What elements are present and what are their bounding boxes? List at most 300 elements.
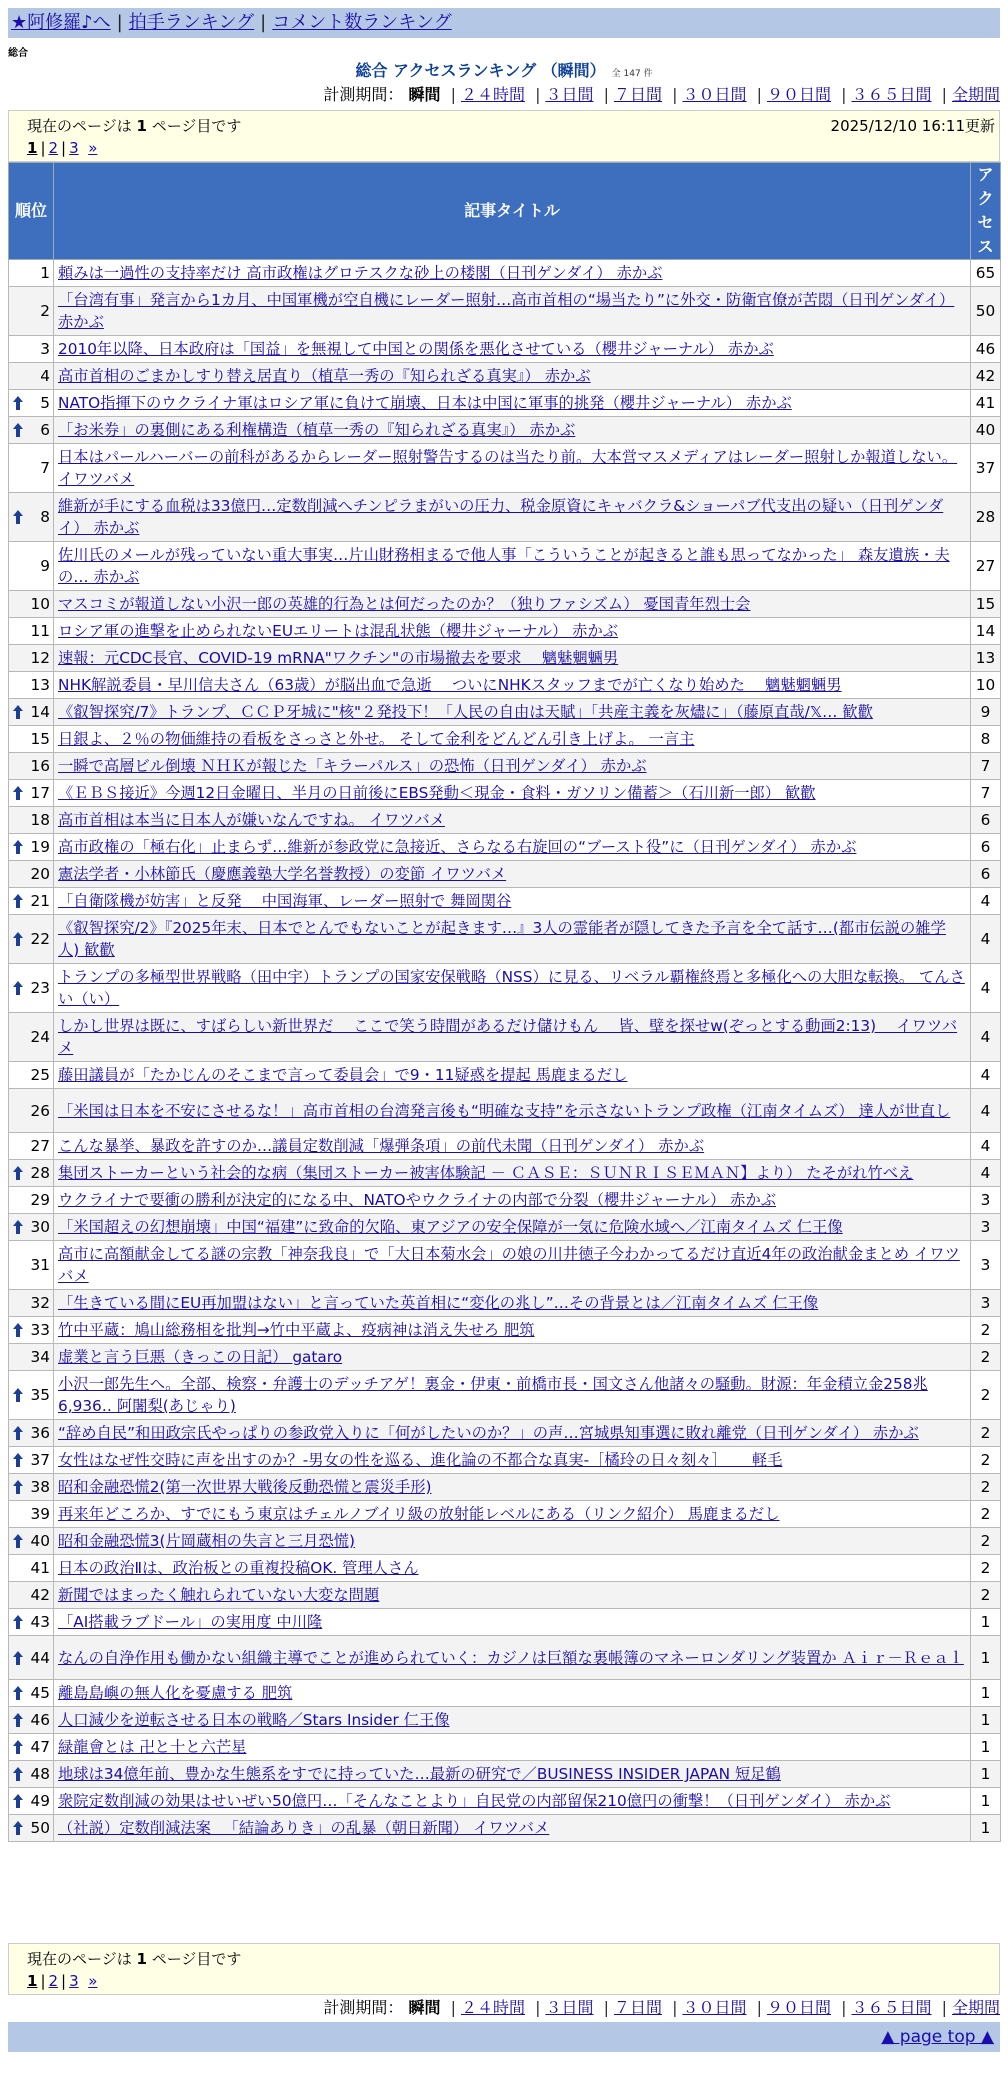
rank-cell [9, 645, 54, 672]
rank-number: 46 [30, 1711, 50, 1729]
rank-up-arrow-icon [12, 980, 24, 996]
page-message-post: ページ目です [146, 1950, 242, 1968]
page-top-link[interactable]: ▲ page top ▲ [881, 2027, 994, 2047]
next-page-link[interactable]: » [88, 1972, 98, 1990]
title-cell [54, 888, 971, 915]
rank-cell [9, 1761, 54, 1788]
title-cell [54, 1447, 971, 1474]
rank-cell [9, 807, 54, 834]
article-title-link[interactable]: 小沢一郎先生へ。全部、検察・弁護士のデッチアゲ！裏金・伊東・前橋市長・国文さん他諸々の騒動。財源：年金積立金258兆6,936‥ 阿闍梨(あじゃり) [58, 1375, 928, 1415]
article-title-link[interactable]: マスコミが報道しない小沢一郎の英雄的行為とは何だったのか？（独りファシズム） 憂国青年烈士会 [58, 595, 751, 613]
rank-cell [9, 1062, 54, 1089]
column-title: 記事タイトル [54, 163, 971, 260]
title-cell [54, 1761, 971, 1788]
access-count: 4 [971, 1062, 1001, 1089]
rank-cell [9, 834, 54, 861]
title-cell [54, 1290, 971, 1317]
article-title-link[interactable]: 昭和金融恐慌3(片岡蔵相の失言と三月恐慌) [58, 1532, 356, 1550]
title-cell [54, 1707, 971, 1734]
article-title-link[interactable]: なんの自浄作用も働かない組織主導でことが進められていく：カジノは巨額な裏帳簿のマネーロンダリング装置か Ａｉｒ－Ｒｅａｌ [58, 1648, 964, 1667]
pager-bottom [8, 1943, 1000, 1995]
rank-up-arrow-icon [12, 1387, 24, 1403]
period-all-link[interactable]: 全期間 [951, 85, 1000, 104]
article-title-link[interactable]: 高市に高額献金してる謎の宗教「神奈我良」で「大日本菊水会」の娘の川井徳子今わかってるだけ直近4年の政治献金まとめ イワツバメ [58, 1245, 960, 1285]
rank-number: 12 [30, 649, 50, 667]
access-count: 1 [971, 1788, 1001, 1815]
home-link[interactable]: ★阿修羅♪へ [11, 12, 111, 33]
access-count: 37 [971, 444, 1001, 493]
article-title-link[interactable]: 一瞬で高層ビル倒壊 ＮＨＫが報じた「キラーパルス」の恐怖（日刊ゲンダイ） 赤かぶ [58, 757, 647, 775]
rank-cell [9, 1133, 54, 1160]
access-count: 2 [971, 1474, 1001, 1501]
table-row [9, 861, 1001, 888]
access-count: 3 [971, 1290, 1001, 1317]
title-cell [54, 1788, 971, 1815]
table-row [9, 1062, 1001, 1089]
rank-number: 26 [30, 1101, 50, 1120]
period-365d-link[interactable]: ３６５日間 [851, 1998, 932, 2017]
title-cell [54, 672, 971, 699]
article-title-link[interactable]: 新聞ではまったく触れられていない大変な問題 [58, 1586, 380, 1604]
table-row [9, 699, 1001, 726]
rank-cell [9, 1707, 54, 1734]
ranking-table [8, 162, 1001, 1842]
title-cell [54, 542, 971, 591]
article-title-link[interactable]: 《叡智探究/7》トランプ、ＣＣＰ牙城に"核"２発投下！「人民の自由は天賦」「共産主義を灰燼に」（藤原直哉/𝕏… 歓歡 [58, 703, 873, 721]
rank-number: 25 [30, 1066, 50, 1084]
article-title-link[interactable]: 高市首相のごまかしすり替え居直り（植草一秀の『知られざる真実』） 赤かぶ [58, 367, 591, 385]
article-title-link[interactable]: 頼みは一過性の支持率だけ 高市政権はグロテスクな砂上の楼閣（日刊ゲンダイ） 赤かぶ [58, 264, 663, 282]
table-row [9, 1680, 1001, 1707]
period-30d-link[interactable]: ３０日間 [682, 1998, 747, 2017]
period-all-link[interactable]: 全期間 [951, 1998, 1000, 2017]
article-title-link[interactable]: 衆院定数削減の効果はせいぜい50億円…「そんなことより」自民党の内部留保210億円の衝撃！（日刊ゲンダイ） 赤かぶ [58, 1792, 891, 1810]
access-count: 8 [971, 726, 1001, 753]
article-title-link[interactable]: ロシア軍の進撃を止められないEUエリートは混乱状態（櫻井ジャーナル） 赤かぶ [58, 622, 619, 640]
page-message-post: ページ目です [146, 117, 242, 135]
title-cell [54, 1371, 971, 1420]
rank-number: 4 [40, 367, 50, 385]
period-separator: | [756, 85, 762, 104]
title-cell [54, 444, 971, 493]
rank-number: 5 [40, 394, 50, 412]
ranking-rows [9, 260, 1001, 1842]
current-page: 1 [27, 1972, 38, 1990]
title-cell [54, 363, 971, 390]
rank-up-arrow-icon [12, 1712, 24, 1728]
article-title-link[interactable]: 「米国は日本を不安にさせるな！」高市首相の台湾発言後も“明確な支持”を示さないトランプ政権（江南タイムズ） 達人が世直し [58, 1101, 951, 1120]
table-row [9, 1089, 1001, 1133]
rank-cell [9, 964, 54, 1013]
rank-up-arrow-icon [12, 1739, 24, 1755]
article-title-link[interactable]: 日本はパールハーバーの前科があるからレーダー照射警告するのは当たり前。大本営マスメディアはレーダー照射しか報道しない。 イワツバメ [58, 448, 958, 488]
article-title-link[interactable]: 「自衛隊機が妨害」と反発 中国海軍、レーダー照射で 舞岡関谷 [58, 892, 512, 910]
article-title-link[interactable]: 2010年以降、日本政府は「国益」を無視して中国との関係を悪化させている（櫻井ジャーナル） 赤かぶ [58, 340, 774, 358]
rank-number: 38 [30, 1478, 50, 1496]
rank-cell [9, 1555, 54, 1582]
rank-number: 45 [30, 1684, 50, 1702]
rank-up-arrow-icon [12, 704, 24, 720]
article-title-link[interactable]: 高市首相は本当に日本人が嫌いなんですね。 イワツバメ [58, 811, 445, 829]
title-cell [54, 1420, 971, 1447]
rank-number: 13 [30, 676, 50, 694]
access-count: 10 [971, 672, 1001, 699]
table-row [9, 1528, 1001, 1555]
rank-up-arrow-icon [12, 509, 24, 525]
access-count: 3 [971, 1241, 1001, 1290]
title-cell [54, 915, 971, 964]
title-cell [54, 807, 971, 834]
table-row [9, 1371, 1001, 1420]
article-title-link[interactable]: トランプの多極型世界戦略（田中宇）トランプの国家安保戦略（NSS）に見る、リベラル覇権終焉と多極化への大胆な転換。 てんさい（い） [58, 968, 965, 1008]
period-7d-link[interactable]: ７日間 [613, 1998, 662, 2017]
access-count: 4 [971, 1133, 1001, 1160]
access-count: 14 [971, 618, 1001, 645]
rank-number: 16 [30, 757, 50, 775]
title-cell [54, 1089, 971, 1133]
rank-cell [9, 1609, 54, 1636]
rank-number: 15 [30, 730, 50, 748]
article-title-link[interactable]: 離島島嶼の無人化を憂慮する 肥筑 [58, 1684, 293, 1702]
table-row [9, 1447, 1001, 1474]
rank-number: 28 [30, 1164, 50, 1182]
access-count: 4 [971, 915, 1001, 964]
rank-number: 33 [30, 1321, 50, 1339]
article-title-link[interactable]: 速報：元CDC長官、COVID-19 mRNA"ワクチン"の市場撤去を要求 魑魅魍魎男 [58, 649, 619, 667]
article-title-link[interactable]: 「AI搭載ラブドール」の実用度 中川隆 [58, 1613, 323, 1631]
table-row [9, 645, 1001, 672]
period-selector-bottom [323, 1997, 1000, 2019]
title-cell [54, 1815, 971, 1842]
period-90d-link[interactable]: ９０日間 [766, 85, 831, 104]
access-count: 1 [971, 1734, 1001, 1761]
rank-cell [9, 1013, 54, 1062]
table-row [9, 964, 1001, 1013]
article-title-link[interactable]: 藤田議員が「たかじんのそこまで言って委員会」で9・11疑惑を提起 馬鹿まるだし [58, 1066, 628, 1084]
table-row [9, 1214, 1001, 1241]
rank-up-arrow-icon [12, 1452, 24, 1468]
table-row [9, 1636, 1001, 1680]
title-cell [54, 834, 971, 861]
period-separator: | [672, 1998, 678, 2017]
article-title-link[interactable]: 虚業と言う巨悪（きっこの日記） gataro [58, 1348, 343, 1366]
title-cell [54, 780, 971, 807]
period-label: 計測期間： [323, 1998, 404, 2017]
page-message-num: 1 [136, 117, 147, 135]
access-count: 3 [971, 1187, 1001, 1214]
rank-up-arrow-icon [12, 1425, 24, 1441]
title-cell [54, 964, 971, 1013]
article-title-link[interactable]: （社説）定数削減法案 「結論ありき」の乱暴（朝日新聞） イワツバメ [58, 1819, 550, 1837]
rank-number: 44 [30, 1648, 50, 1667]
period-24h-link[interactable]: ２４時間 [460, 1998, 525, 2017]
title-cell [54, 726, 971, 753]
rank-cell [9, 699, 54, 726]
access-count: 50 [971, 287, 1001, 336]
page-message-num: 1 [136, 1950, 147, 1968]
access-count: 40 [971, 417, 1001, 444]
rank-number: 18 [30, 811, 50, 829]
rank-up-arrow-icon [12, 1533, 24, 1549]
update-timestamp: 2025/12/10 16:11更新 [830, 117, 995, 135]
title-cell [54, 1680, 971, 1707]
page-2-link[interactable]: 2 [48, 1972, 59, 1990]
article-title-link[interactable]: 集団ストーカーという社会的な病（集団ストーカー被害体験記 － ＣＡＳＥ：ＳＵＮＲＩＳＥＭＡＮ】より） たそがれ竹べえ [58, 1164, 914, 1182]
title-cell [54, 699, 971, 726]
rank-cell [9, 1734, 54, 1761]
article-title-link[interactable]: 昭和金融恐慌2(第一次世界大戦後反動恐慌と震災手形) [58, 1478, 432, 1496]
article-title-link[interactable]: 日銀よ、２％の物価維持の看板をさっさと外せ。 そして金利をどんどん引き上げよ。 一言主 [58, 730, 695, 748]
table-row [9, 1420, 1001, 1447]
article-title-link[interactable]: 高市政権の「極右化」止まらず…維新が参政党に急接近、さらなる右旋回の“ブースト役”に（日刊ゲンダイ） 赤かぶ [58, 838, 857, 856]
article-title-link[interactable]: “辞め自民”和田政宗氏やっぱりの参政党入りに「何がしたいのか？」の声…宮城県知事選に敗れ離党（日刊ゲンダイ） 赤かぶ [58, 1424, 919, 1442]
rank-number: 21 [30, 892, 50, 910]
table-row [9, 1815, 1001, 1842]
rank-number: 7 [40, 459, 50, 477]
rank-up-arrow-icon [12, 1322, 24, 1338]
article-title-link[interactable]: しかし世界は既に、すばらしい新世界だ ここで笑う時間があるだけ儲けもん 皆、壁を探せw(ぞっとする動画2:13) イワツバメ [58, 1017, 958, 1057]
article-title-link[interactable]: 人口減少を逆転させる日本の戦略／Stars Insider 仁王像 [58, 1711, 450, 1729]
article-title-link[interactable]: 《叡智探究/2》『2025年末、日本でとんでもないことが起きます…』3人の霊能者が隠してきた予言を全て話す…(都市伝説の雑学人) 歓歡 [58, 919, 946, 959]
access-count: 2 [971, 1420, 1001, 1447]
table-row [9, 1241, 1001, 1290]
rank-cell [9, 1160, 54, 1187]
rank-cell [9, 753, 54, 780]
access-count: 2 [971, 1555, 1001, 1582]
access-count: 6 [971, 834, 1001, 861]
table-row [9, 287, 1001, 336]
table-row [9, 672, 1001, 699]
access-count: 2 [971, 1344, 1001, 1371]
period-separator: | [941, 1998, 947, 2017]
rank-up-arrow-icon [12, 893, 24, 909]
rank-cell [9, 1528, 54, 1555]
rank-number: 6 [40, 421, 50, 439]
rank-cell [9, 363, 54, 390]
period-separator: | [841, 85, 847, 104]
page-message-pre: 現在のページは [27, 1950, 137, 1968]
article-title-link[interactable]: 「生きている間にEU再加盟はない」と言っていた英首相に“変化の兆し”…その背景とは／江南タイムズ 仁王像 [58, 1294, 819, 1312]
rank-cell [9, 1344, 54, 1371]
access-count: 2 [971, 1528, 1001, 1555]
rank-up-arrow-icon [12, 1479, 24, 1495]
period-selector-top [323, 84, 1000, 106]
rank-number: 31 [30, 1256, 50, 1274]
rank-number: 9 [40, 557, 50, 575]
access-count: 2 [971, 1501, 1001, 1528]
article-title-link[interactable]: 日本の政治Ⅱは、政治板との重複投稿OK. 管理人さん [58, 1559, 419, 1577]
period-label: 計測期間： [323, 85, 404, 104]
title-cell [54, 1160, 971, 1187]
table-row [9, 493, 1001, 542]
rank-cell [9, 1317, 54, 1344]
title-cell [54, 1062, 971, 1089]
page-3-link[interactable]: 3 [69, 1972, 79, 1990]
access-count: 46 [971, 336, 1001, 363]
rank-cell [9, 390, 54, 417]
rank-number: 22 [30, 930, 50, 948]
period-7d-link[interactable]: ７日間 [613, 85, 662, 104]
access-count: 13 [971, 645, 1001, 672]
article-title-link[interactable]: NATO指揮下のウクライナ軍はロシア軍に負けて崩壊、日本は中国に軍事的挑発（櫻井ジャーナル） 赤かぶ [58, 394, 792, 412]
title-cell [54, 1528, 971, 1555]
rank-cell [9, 591, 54, 618]
table-row [9, 726, 1001, 753]
article-title-link[interactable]: 緑龍會とは 卍と十と六芒星 [58, 1738, 247, 1756]
period-3d-link[interactable]: ３日間 [545, 1998, 594, 2017]
access-count: 4 [971, 1089, 1001, 1133]
rank-up-arrow-icon [12, 931, 24, 947]
rank-number: 40 [30, 1532, 50, 1550]
rank-cell [9, 493, 54, 542]
article-title-link[interactable]: 女性はなぜ性交時に声を出すのか？-男女の性を巡る、進化論の不都合な真実-［橘玲の日々刻々］ 軽毛 [58, 1451, 783, 1469]
rank-cell [9, 915, 54, 964]
table-row [9, 591, 1001, 618]
article-title-link[interactable]: 《ＥＢＳ接近》今週12日金曜日、半月の日前後にEBS発動＜現金・食料・ガソリン備蓄＞（石川新一郎） 歓歡 [58, 784, 816, 802]
table-row [9, 1734, 1001, 1761]
table-row [9, 1761, 1001, 1788]
category-label: 総合 [8, 48, 28, 59]
article-title-link[interactable]: 「米国超えの幻想崩壊」中国“福建”に致命的欠陥、東アジアの安全保障が一気に危険水域へ／江南タイムズ 仁王像 [58, 1218, 843, 1236]
page-separator: | [40, 1972, 46, 1990]
next-page-link[interactable]: » [88, 139, 98, 157]
page-3-link[interactable]: 3 [69, 139, 79, 157]
table-row [9, 1317, 1001, 1344]
article-title-link[interactable]: 憲法学者・小林節氏（慶應義塾大学名誉教授）の変節 イワツバメ [58, 865, 507, 883]
rank-cell [9, 417, 54, 444]
rank-up-arrow-icon [12, 1650, 24, 1666]
page-2-link[interactable]: 2 [48, 139, 59, 157]
article-title-link[interactable]: 「台湾有事」発言から1カ月、中国軍機が空自機にレーダー照射…高市首相の“場当たり”に外交・防衛官僚が苦悶（日刊ゲンダイ） 赤かぶ [58, 291, 955, 331]
rank-up-arrow-icon [12, 1614, 24, 1630]
rank-cell [9, 1420, 54, 1447]
table-row [9, 417, 1001, 444]
rank-cell [9, 542, 54, 591]
rank-number: 8 [40, 508, 50, 526]
table-row [9, 1290, 1001, 1317]
rank-number: 36 [30, 1424, 50, 1442]
rank-number: 50 [30, 1819, 50, 1837]
rank-cell [9, 1680, 54, 1707]
current-page: 1 [27, 139, 38, 157]
table-row [9, 542, 1001, 591]
page-message [27, 1948, 241, 1969]
access-count: 3 [971, 1214, 1001, 1241]
title-cell [54, 336, 971, 363]
access-count: 9 [971, 699, 1001, 726]
title-cell [54, 1013, 971, 1062]
title-cell [54, 1555, 971, 1582]
rank-number: 17 [30, 784, 50, 802]
rank-cell [9, 780, 54, 807]
period-separator: | [450, 1998, 456, 2017]
title-cell [54, 1187, 971, 1214]
rank-number: 37 [30, 1451, 50, 1469]
table-row [9, 1013, 1001, 1062]
title-cell [54, 753, 971, 780]
article-title-link[interactable]: こんな暴挙、暴政を許すのか…議員定数削減「爆弾条項」の前代未聞（日刊ゲンダイ） 赤かぶ [58, 1137, 705, 1155]
rank-number: 20 [30, 865, 50, 883]
period-3d-link[interactable]: ３日間 [545, 85, 594, 104]
clap-ranking-link[interactable]: 拍手ランキング [128, 12, 255, 33]
rank-number: 27 [30, 1137, 50, 1155]
access-count: 2 [971, 1317, 1001, 1344]
access-count: 7 [971, 780, 1001, 807]
article-title-link[interactable]: 佐川氏のメールが残っていない重大事実…片山財務相まるで他人事「こういうことが起きると誰も思ってなかった」 森友遺族・夫の… 赤かぶ [58, 546, 950, 586]
rank-number: 47 [30, 1738, 50, 1756]
rank-number: 1 [40, 264, 50, 282]
access-count: 2 [971, 1447, 1001, 1474]
comment-ranking-link[interactable]: コメント数ランキング [272, 12, 452, 33]
table-row [9, 1187, 1001, 1214]
rank-number: 49 [30, 1792, 50, 1810]
period-current: 瞬間 [408, 85, 441, 104]
period-24h-link[interactable]: ２４時間 [460, 85, 525, 104]
period-separator: | [603, 1998, 609, 2017]
rank-up-arrow-icon [12, 1766, 24, 1782]
article-title-link[interactable]: 再来年どころか、すでにもう東京はチェルノブイリ級の放射能レベルにある（リンク紹介） 馬鹿まるだし [58, 1505, 780, 1523]
access-count: 6 [971, 861, 1001, 888]
rank-cell [9, 1815, 54, 1842]
article-title-link[interactable]: NHK解説委員・早川信夫さん（63歳）が脳出血で急逝 ついにNHKスタッフまでが亡くなり始めた 魑魅魍魎男 [58, 676, 842, 694]
rank-up-arrow-icon [12, 395, 24, 411]
table-row [9, 444, 1001, 493]
period-30d-link[interactable]: ３０日間 [682, 85, 747, 104]
pagination [27, 1972, 97, 1990]
table-row [9, 1609, 1001, 1636]
access-count: 1 [971, 1761, 1001, 1788]
rank-number: 39 [30, 1505, 50, 1523]
rank-cell [9, 1290, 54, 1317]
rank-cell [9, 672, 54, 699]
title-cell [54, 1474, 971, 1501]
column-rank: 順位 [9, 163, 54, 260]
page-title [0, 60, 1008, 85]
title-cell [54, 1344, 971, 1371]
title-cell [54, 645, 971, 672]
table-row [9, 1133, 1001, 1160]
pager-top [8, 110, 1000, 162]
title-cell [54, 1214, 971, 1241]
table-row [9, 1501, 1001, 1528]
rank-cell [9, 260, 54, 287]
rank-up-arrow-icon [12, 1820, 24, 1836]
table-row [9, 1707, 1001, 1734]
article-title-link[interactable]: 「お米券」の裏側にある利権構造（植草一秀の『知られざる真実』） 赤かぶ [58, 421, 576, 439]
rank-up-arrow-icon [12, 1165, 24, 1181]
title-cell [54, 1133, 971, 1160]
access-count: 7 [971, 753, 1001, 780]
period-separator: | [841, 1998, 847, 2017]
table-row [9, 1474, 1001, 1501]
rank-cell [9, 1501, 54, 1528]
article-title-link[interactable]: 維新が手にする血税は33億円…定数削減へチンピラまがいの圧力、税金原資にキャバクラ&ショーパブ代支出の疑い（日刊ゲンダイ） 赤かぶ [58, 497, 944, 537]
article-title-link[interactable]: 竹中平蔵：鳩山総務相を批判→竹中平蔵よ、疫病神は消え失せろ 肥筑 [58, 1321, 535, 1339]
title-cell [54, 1582, 971, 1609]
article-title-link[interactable]: ウクライナで要衝の勝利が決定的になる中、NATOやウクライナの内部で分裂（櫻井ジャーナル） 赤かぶ [58, 1191, 777, 1209]
period-365d-link[interactable]: ３６５日間 [851, 85, 932, 104]
rank-up-arrow-icon [12, 785, 24, 801]
rank-number: 42 [30, 1586, 50, 1604]
footer-bar [8, 2022, 1000, 2052]
title-cell [54, 618, 971, 645]
article-title-link[interactable]: 地球は34億年前、豊かな生態系をすでに持っていた…最新の研究で／BUSINESS INSIDER JAPAN 短足鶴 [58, 1765, 781, 1783]
period-separator: | [941, 85, 947, 104]
rank-number: 23 [30, 979, 50, 997]
rank-cell [9, 1447, 54, 1474]
period-90d-link[interactable]: ９０日間 [766, 1998, 831, 2017]
rank-number: 29 [30, 1191, 50, 1209]
